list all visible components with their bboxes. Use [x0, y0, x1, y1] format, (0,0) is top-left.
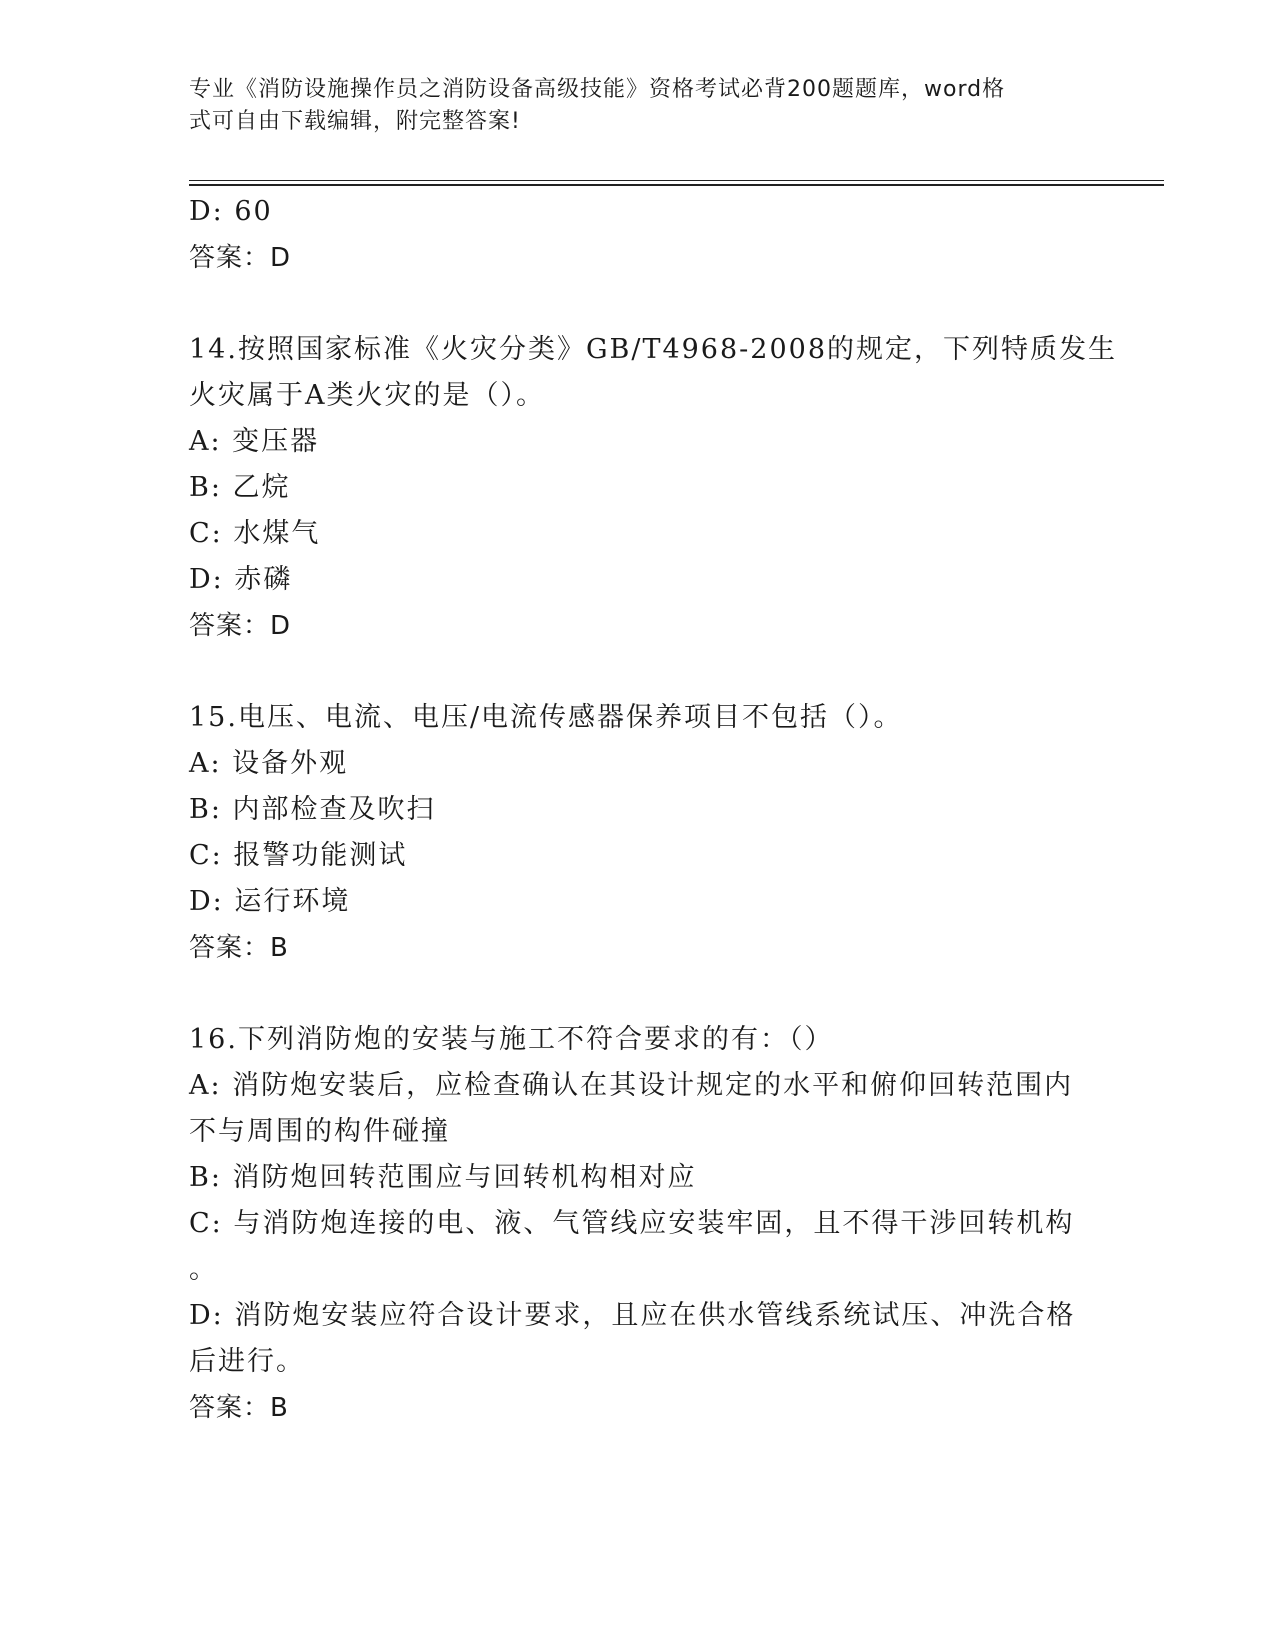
option-a: A: 消防炮安装后，应检查确认在其设计规定的水平和俯仰回转范围内: [189, 1070, 1074, 1101]
question-16: [189, 1017, 1089, 1431]
option-d-continued: 后进行。: [189, 1346, 305, 1377]
question-stem-line: 火灾属于A类火灾的是（）。: [189, 380, 545, 411]
option-c-continued: 。: [189, 1254, 218, 1285]
question-content: [189, 189, 1118, 1431]
header-divider-thin: [189, 180, 1164, 181]
answer: 答案：B: [189, 1393, 289, 1423]
question-14: [189, 327, 1118, 649]
answer: 答案：D: [189, 243, 292, 273]
option-c: C: 与消防炮连接的电、液、气管线应安装牢固，且不得干涉回转机构: [189, 1208, 1075, 1239]
option-a-continued: 不与周围的构件碰撞: [189, 1116, 450, 1147]
header-divider-thick: [189, 184, 1164, 186]
option-a: A: 变压器: [189, 426, 320, 457]
question-15: [189, 695, 1089, 971]
answer: 答案：D: [189, 611, 292, 641]
question-stem-line: 16.下列消防炮的安装与施工不符合要求的有：（）: [189, 1024, 834, 1055]
option-c: C: 报警功能测试: [189, 840, 408, 871]
option-b: B: 消防炮回转范围应与回转机构相对应: [189, 1162, 697, 1193]
header-line-2: 式可自由下载编辑，附完整答案!: [189, 109, 521, 134]
option-b: B: 内部检查及吹扫: [189, 794, 436, 825]
option-d: D: 运行环境: [189, 886, 351, 917]
option-d: D: 60: [189, 196, 273, 227]
previous-question-tail: [189, 189, 1089, 281]
option-b: B: 乙烷: [189, 472, 291, 503]
option-c: C: 水煤气: [189, 518, 321, 549]
header-line-1: 专业《消防设施操作员之消防设备高级技能》资格考试必背200题题库，word格: [189, 77, 1006, 102]
question-stem-line: 15.电压、电流、电压/电流传感器保养项目不包括（）。: [189, 702, 903, 733]
option-d: D: 消防炮安装应符合设计要求，且应在供水管线系统试压、冲洗合格: [189, 1300, 1076, 1331]
option-d: D: 赤磷: [189, 564, 293, 595]
document-header: [189, 74, 1069, 138]
answer: 答案：B: [189, 933, 289, 963]
question-stem-line: 14.按照国家标准《火灾分类》GB/T4968-2008的规定，下列特质发生: [189, 334, 1118, 365]
option-a: A: 设备外观: [189, 748, 349, 779]
